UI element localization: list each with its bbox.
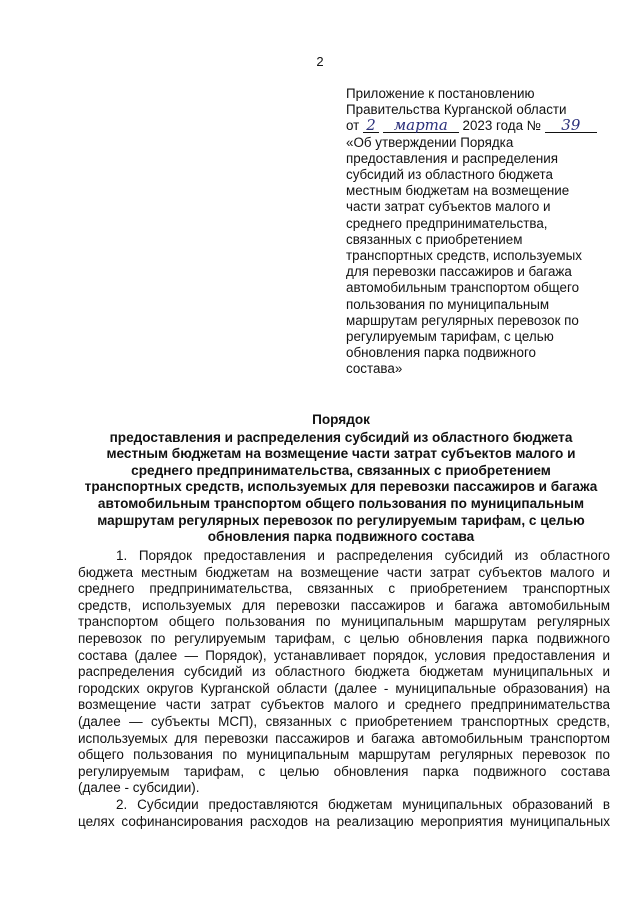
appendix-line: автомобильным транспортом общего [346, 280, 580, 296]
from-label: от [346, 118, 360, 134]
paragraph-line: возмещение части затрат субъектов малого и среднего предпринимательства [78, 697, 610, 713]
paragraph-line: распределения субсидий из областного бюджета бюджетам муниципальных и [78, 664, 610, 680]
appendix-line: пользования по муниципальным [346, 296, 550, 312]
paragraph-line: транспортом общего пользования по муниципальным маршрутам регулярных [78, 614, 610, 630]
paragraph-line: средств, используемых для перевозки пассажиров и багажа автомобильным [78, 597, 610, 613]
title-line: местным бюджетам на возмещение части затрат субъектов малого и [106, 446, 576, 462]
appendix-line: состава» [346, 361, 403, 377]
paragraph-line: целях софинансирования расходов на реализацию мероприятия муниципальных [78, 813, 610, 829]
handwritten-day: 2 [363, 118, 379, 133]
paragraph-line: состава (далее — Порядок), устанавливает порядок, условия предоставления и [78, 647, 610, 663]
title-heading: Порядок [312, 412, 370, 427]
appendix-line: регулируемым тарифам, с целью [346, 329, 554, 345]
document-body [78, 548, 610, 830]
appendix-line: маршрутам регулярных перевозок по [346, 312, 579, 328]
paragraph-line: 2. Субсидии предоставляются бюджетам муниципальных образований в [116, 796, 610, 812]
paragraph-line: среднего предпринимательства, связанных с приобретением транспортных [78, 581, 610, 597]
appendix-line: «Об утверждении Порядка [346, 134, 514, 150]
handwritten-number: 39 [545, 118, 597, 133]
title-line: маршрутам регулярных перевозок по регулируемым тарифам, с целью [97, 512, 585, 528]
appendix-line: части затрат субъектов малого и [346, 199, 551, 215]
appendix-block [346, 86, 608, 378]
paragraph-line: бюджета местным бюджетам на возмещение части затрат субъектов малого и [78, 564, 610, 580]
paragraph-line: (далее — субъекты МСП), связанных с приобретением транспортных средств, [78, 713, 610, 729]
paragraph-1 [78, 548, 610, 797]
appendix-line: предоставления и распределения [346, 150, 558, 166]
paragraph-line: общего пользования по муниципальным маршрутам регулярных перевозок по [78, 747, 610, 763]
appendix-line: для перевозки пассажиров и багажа [346, 264, 572, 280]
appendix-line: обновления парка подвижного [346, 345, 536, 361]
appendix-line: связанных с приобретением [346, 231, 523, 247]
appendix-line: среднего предпринимательства, [346, 215, 548, 231]
document-title [76, 412, 606, 546]
title-line: автомобильным транспортом общего пользования по муниципальным [97, 495, 585, 511]
year-label: 2023 года № [462, 118, 542, 134]
page-number: 2 [316, 54, 324, 69]
appendix-line: Приложение к постановлению [346, 86, 535, 101]
title-line: среднего предпринимательства, связанных с приобретением [131, 462, 551, 478]
title-line: транспортных средств, используемых для перевозки пассажиров и багажа [84, 479, 598, 495]
paragraph-line: используемых для перевозки пассажиров и багажа автомобильным транспортом [78, 730, 610, 746]
appendix-line: Правительства Курганской области [346, 102, 567, 118]
appendix-line: местным бюджетам на возмещение [346, 183, 570, 199]
paragraph-line: городских округов Курганской области (далее - муниципальные образования) на [78, 680, 610, 696]
paragraph-line: перевозок по регулируемым тарифам, с целью обновления парка подвижного [78, 630, 610, 646]
appendix-date-line [346, 118, 608, 134]
title-line: предоставления и распределения субсидий из областного бюджета [109, 429, 573, 445]
appendix-line: субсидий из областного бюджета [346, 167, 553, 183]
appendix-line: транспортных средств, используемых [346, 248, 582, 264]
paragraph-line: регулируемым тарифам, с целью обновления парка подвижного состава [78, 763, 610, 779]
handwritten-month: марта [383, 118, 459, 133]
paragraph-2 [78, 797, 610, 830]
title-line: обновления парка подвижного состава [207, 529, 475, 545]
paragraph-line: 1. Порядок предоставления и распределения субсидий из областного [116, 548, 610, 563]
paragraph-line: (далее - субсидии). [78, 780, 200, 796]
